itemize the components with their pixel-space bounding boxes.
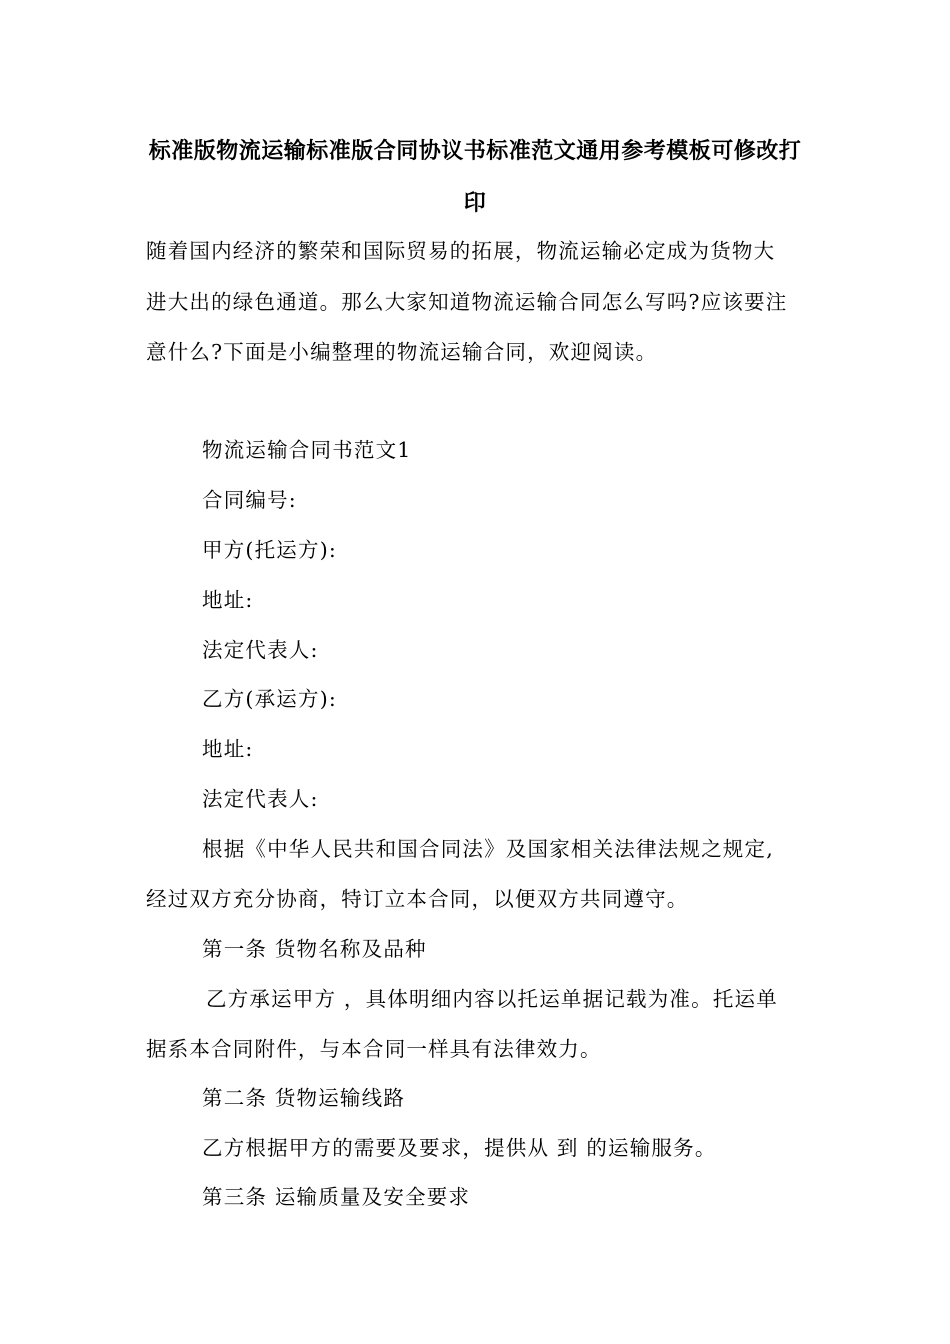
intro-line-1: 随着国内经济的繁荣和国际贸易的拓展，物流运输必定成为货物大 bbox=[146, 239, 776, 263]
field-address-a: 地址: bbox=[202, 588, 254, 612]
article-1-body-line-1: 乙方承运甲方 ，具体明细内容以托运单据记载为准。托运单 bbox=[206, 987, 778, 1011]
intro-line-2: 进大出的绿色通道。那么大家知道物流运输合同怎么写吗?应该要注 bbox=[146, 290, 788, 314]
section-title: 物流运输合同书范文1 bbox=[202, 438, 412, 462]
field-representative-b: 法定代表人: bbox=[202, 787, 319, 811]
field-contract-number: 合同编号: bbox=[202, 488, 297, 512]
intro-line-3: 意什么?下面是小编整理的物流运输合同，欢迎阅读。 bbox=[146, 340, 658, 364]
field-party-b: 乙方(承运方): bbox=[202, 687, 338, 711]
article-1-body-line-2: 据系本合同附件，与本合同一样具有法律效力。 bbox=[146, 1037, 602, 1061]
field-address-b: 地址: bbox=[202, 737, 254, 761]
field-representative-a: 法定代表人: bbox=[202, 638, 319, 662]
article-3-title: 第三条 运输质量及安全要求 bbox=[202, 1185, 471, 1209]
article-1-title: 第一条 货物名称及品种 bbox=[202, 937, 427, 961]
article-2-body: 乙方根据甲方的需要及要求，提供从 到 的运输服务。 bbox=[202, 1136, 717, 1160]
basis-line-1: 根据《中华人民共和国合同法》及国家相关法律法规之规定, bbox=[202, 837, 774, 861]
field-party-a: 甲方(托运方): bbox=[202, 538, 338, 562]
document-title: 标准版物流运输标准版合同协议书标准范文通用参考模板可修改打印 bbox=[148, 139, 802, 216]
basis-line-2: 经过双方充分协商，特订立本合同，以便双方共同遵守。 bbox=[146, 887, 689, 911]
article-2-title: 第二条 货物运输线路 bbox=[202, 1086, 406, 1110]
